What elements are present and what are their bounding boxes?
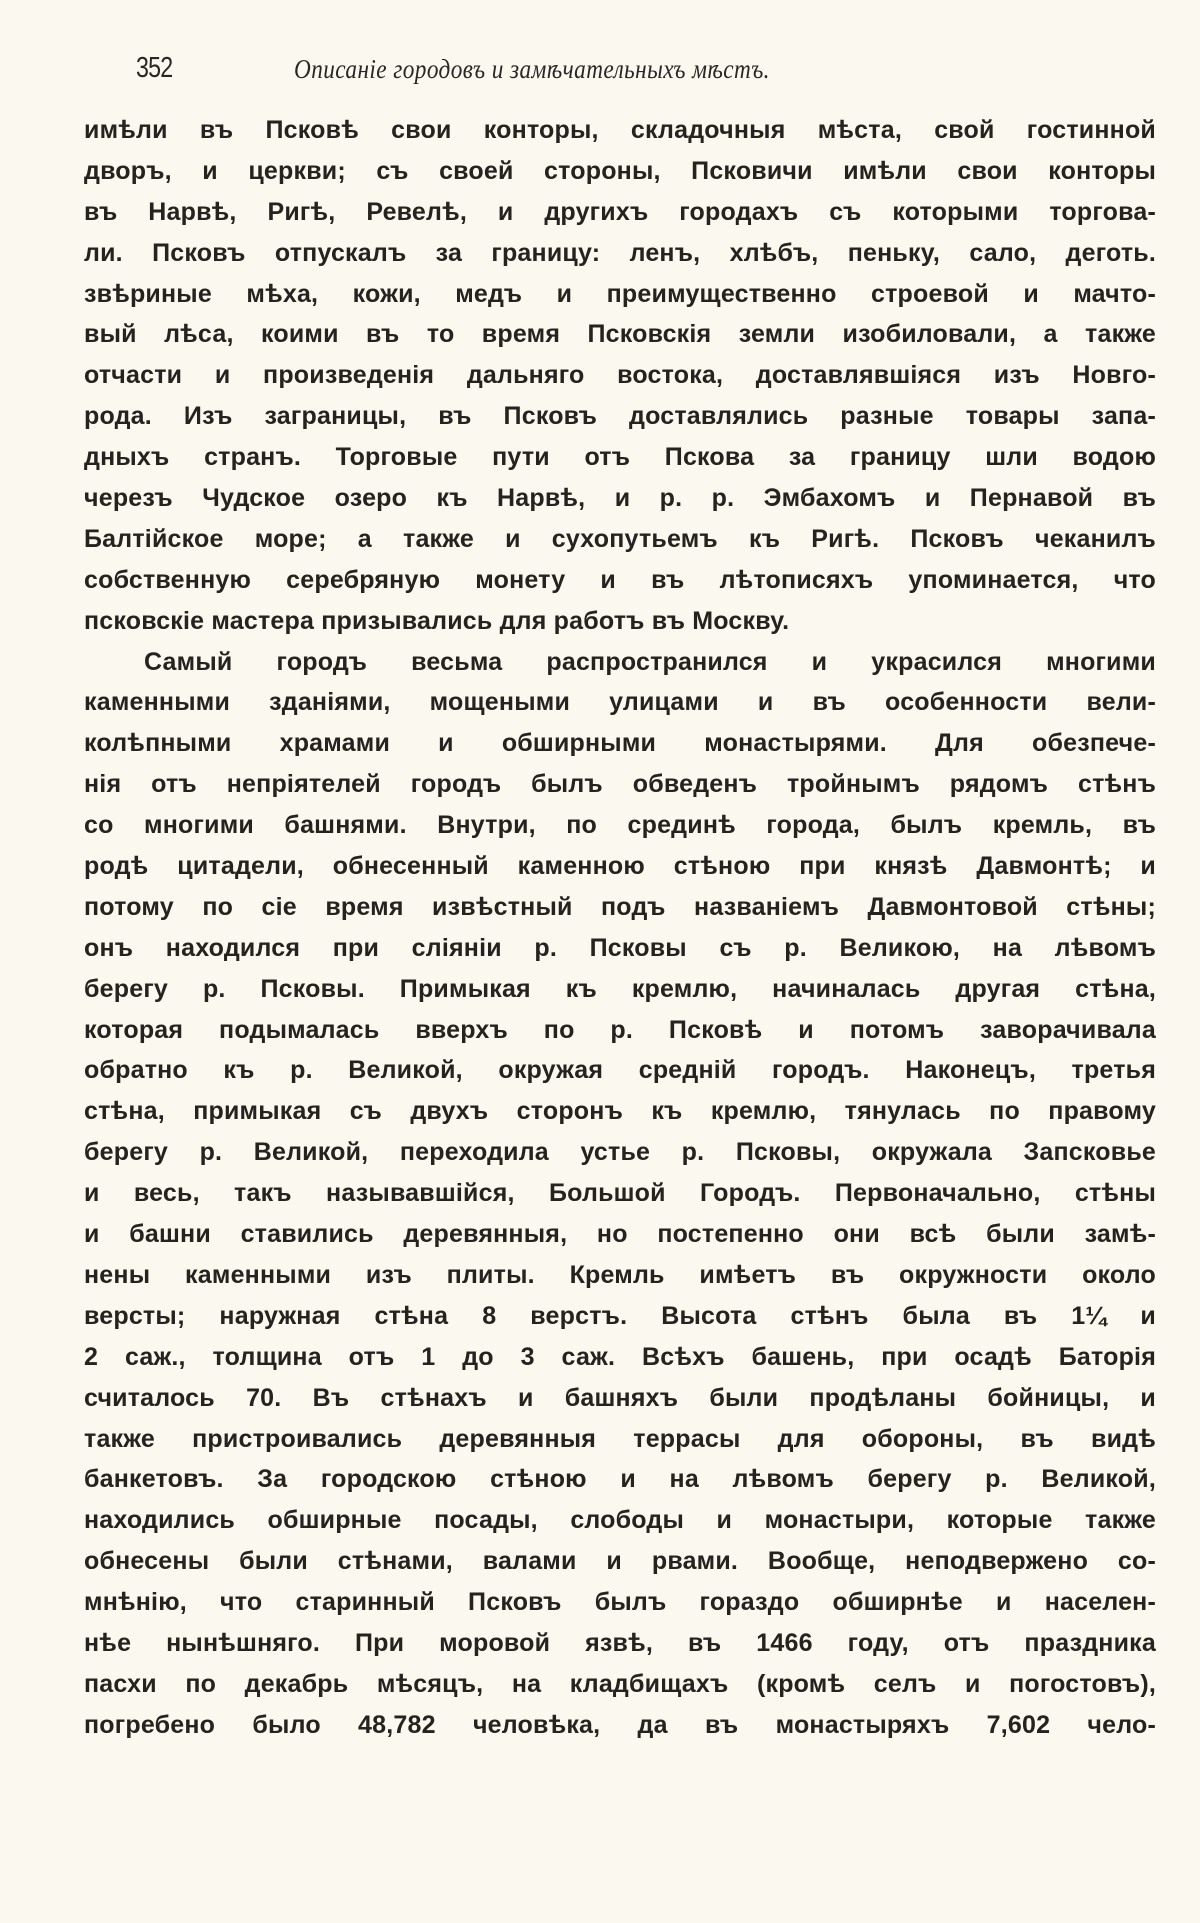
text-line: каменными зданіями, мощеными улицами и въ особенности вели- [84, 688, 1156, 717]
text-line: которая подымалась вверхъ по р. Псковѣ и потомъ заворачивала [84, 1015, 1156, 1044]
text-line: звѣриные мѣха, кожи, медъ и преимущественно строевой и мачто- [84, 279, 1156, 308]
text-line: берегу р. Великой, переходила устье р. Псковы, окружала Запсковье [84, 1138, 1156, 1167]
text-line: ли. Псковъ отпускалъ за границу: ленъ, хлѣбъ, пеньку, сало, деготь. [84, 238, 1156, 267]
text-line: находились обширные посады, слободы и монастыри, которые также [84, 1506, 1156, 1535]
page-header [136, 52, 1036, 92]
text-line: берегу р. Псковы. Примыкая къ кремлю, начиналась другая стѣна, [84, 974, 1156, 1003]
body-text [84, 110, 1156, 1746]
running-title: Описаніе городовъ и замѣчательныхъ мѣстъ. [294, 54, 770, 84]
text-line: пасхи по декабрь мѣсяцъ, на кладбищахъ (кромѣ селъ и погостовъ), [84, 1669, 1156, 1698]
text-line: считалось 70. Въ стѣнахъ и башняхъ были продѣланы бойницы, и [84, 1383, 1156, 1412]
page-number: 352 [136, 52, 173, 84]
text-line: дворъ, и церкви; съ своей стороны, Псковичи имѣли свои конторы [84, 156, 1156, 185]
text-line: онъ находился при сліяніи р. Псковы съ р. Великою, на лѣвомъ [84, 933, 1156, 962]
text-line: версты; наружная стѣна 8 верстъ. Высота стѣнъ была въ 1¼ и [84, 1301, 1156, 1330]
text-line: мнѣнію, что старинный Псковъ былъ гораздо обширнѣе и населен- [84, 1588, 1156, 1617]
text-line: со многими башнями. Внутри, по срединѣ города, былъ кремль, въ [84, 811, 1156, 840]
text-line: рода. Изъ заграницы, въ Псковъ доставлялись разные товары запа- [84, 402, 1156, 431]
text-line: нѣе нынѣшняго. При моровой язвѣ, въ 1466 году, отъ праздника [84, 1628, 1156, 1657]
text-line: потому по сіе время извѣстный подъ названіемъ Давмонтовой стѣны; [84, 892, 1156, 921]
text-line: обратно къ р. Великой, окружая средній городъ. Наконецъ, третья [84, 1056, 1156, 1085]
text-line: стѣна, примыкая съ двухъ сторонъ къ кремлю, тянулась по правому [84, 1097, 1156, 1126]
text-line: Балтійское море; а также и сухопутьемъ къ Ригѣ. Псковъ чеканилъ [84, 524, 1156, 553]
text-line: нія отъ непріятелей городъ былъ обведенъ тройнымъ рядомъ стѣнъ [84, 770, 1156, 799]
text-line: Самый городъ весьма распространился и украсился многими [144, 647, 1156, 676]
text-line: родѣ цитадели, обнесенный каменною стѣною при князѣ Давмонтѣ; и [84, 852, 1156, 881]
text-line: и башни ставились деревянныя, но постепенно они всѣ были замѣ- [84, 1220, 1156, 1249]
paragraph [84, 642, 1156, 1746]
text-line: вый лѣса, коими въ то время Псковскія земли изобиловали, а также [84, 320, 1156, 349]
text-line: также пристроивались деревянныя террасы для обороны, въ видѣ [84, 1424, 1156, 1453]
text-line: отчасти и произведенія дальняго востока, доставлявшіяся изъ Новго- [84, 361, 1156, 390]
text-line: имѣли въ Псковѣ свои конторы, складочныя мѣста, свой гостинной [84, 116, 1156, 144]
text-line: колѣпными храмами и обширными монастырями. Для обезпече- [84, 729, 1156, 758]
text-line: погребено было 48,782 человѣка, да въ монастыряхъ 7,602 чело- [84, 1710, 1156, 1739]
text-line: псковскіе мастера призывались для работъ въ Москву. [84, 606, 790, 635]
paragraph [84, 110, 1156, 642]
text-line: черезъ Чудское озеро къ Нарвѣ, и р. р. Эмбахомъ и Пернавой въ [84, 484, 1156, 513]
text-line: и весь, такъ называвшійся, Большой Городъ. Первоначально, стѣны [84, 1179, 1156, 1208]
text-line: банкетовъ. За городскою стѣною и на лѣвомъ берегу р. Великой, [84, 1465, 1156, 1494]
text-line: обнесены были стѣнами, валами и рвами. Вообще, неподвержено со- [84, 1547, 1156, 1576]
text-line: въ Нарвѣ, Ригѣ, Ревелѣ, и другихъ городахъ съ которыми торгова- [84, 197, 1156, 226]
text-line: дныхъ странъ. Торговые пути отъ Пскова за границу шли водою [84, 443, 1156, 472]
text-line: собственную серебряную монету и въ лѣтописяхъ упоминается, что [84, 565, 1156, 594]
text-line: нены каменными изъ плиты. Кремль имѣетъ въ окружности около [84, 1260, 1156, 1289]
text-line: 2 саж., толщина отъ 1 до 3 саж. Всѣхъ башень, при осадѣ Баторія [84, 1342, 1156, 1371]
